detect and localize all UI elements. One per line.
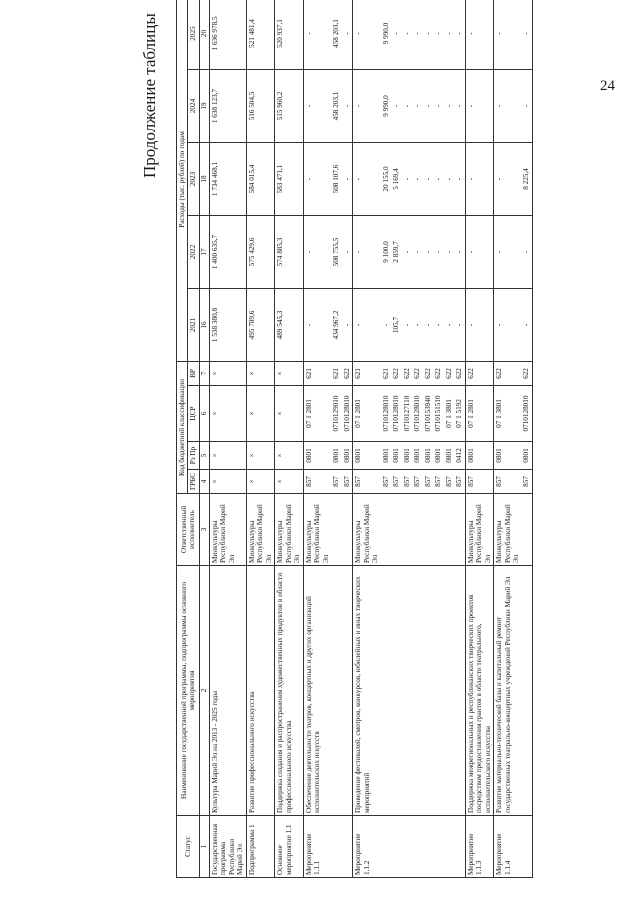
cell-responsible: [521, 494, 532, 566]
cell-rzpr: 0801: [331, 442, 341, 470]
cell-responsible: Минкультуры Республики Марий Эл: [494, 494, 522, 566]
table-row: [465, 0, 493, 878]
table-row: [454, 0, 465, 878]
cell-name: Поддержка межрегиональных и республиканских творческих проектов посредством предоставления грантов в области театрального, исполнительского искусства: [465, 566, 493, 816]
cell-2021: 1 538 380,8: [209, 289, 246, 362]
cell-2022: 575 429,6: [246, 216, 274, 289]
cell-csr: 0710153940: [423, 386, 433, 442]
cell-2021: -: [342, 289, 353, 362]
cell-2022: 9 100,0: [381, 216, 391, 289]
cell-2024: -: [391, 70, 401, 143]
cell-vr: 621: [353, 362, 381, 386]
cell-responsible: [412, 494, 422, 566]
cell-2025: -: [433, 0, 443, 70]
cell-name: [423, 566, 433, 816]
cell-2021: -: [521, 289, 532, 362]
cell-2023: 584 015,4: [246, 143, 274, 216]
cell-2024: -: [444, 70, 454, 143]
cell-2021: -: [353, 289, 381, 362]
cell-2023: -: [303, 143, 331, 216]
cell-status: [391, 816, 401, 878]
cell-2025: -: [402, 0, 412, 70]
cell-responsible: Минкультуры Республики Марий Эл: [246, 494, 274, 566]
cell-status: Мероприятие 1.1.3: [465, 816, 493, 878]
cell-2023: 1 734 468,1: [209, 143, 246, 216]
cell-name: Развитие материально-технической базы и капитальный ремонт государственных театрально-концертных учреждений Республики Марий Эл: [494, 566, 522, 816]
cell-rzpr: 0801: [433, 442, 443, 470]
cell-2022: 2 859,7: [391, 216, 401, 289]
cell-grbs: 857: [402, 470, 412, 494]
header-year: 2023: [188, 143, 199, 216]
cell-grbs: ×: [209, 470, 246, 494]
cell-responsible: [342, 494, 353, 566]
cell-2021: 495 789,6: [246, 289, 274, 362]
cell-csr: ×: [246, 386, 274, 442]
cell-rzpr: 0412: [454, 442, 465, 470]
cell-vr: 622: [433, 362, 443, 386]
cell-grbs: 857: [494, 470, 522, 494]
cell-status: Основное мероприятие 1.1: [275, 816, 303, 878]
cell-csr: 0710128010: [342, 386, 353, 442]
cell-2021: -: [423, 289, 433, 362]
cell-2022: -: [494, 216, 522, 289]
header-year: 2021: [188, 289, 199, 362]
cell-status: [331, 816, 341, 878]
cell-2021: -: [444, 289, 454, 362]
table-body: [209, 0, 532, 878]
cell-2022: -: [423, 216, 433, 289]
cell-vr: 622: [465, 362, 493, 386]
header-budget-code: Код бюджетной классификации: [177, 362, 188, 494]
cell-grbs: 857: [303, 470, 331, 494]
cell-status: Мероприятие 1.1.1: [303, 816, 331, 878]
cell-2022: -: [521, 216, 532, 289]
column-number: 17: [199, 216, 209, 289]
cell-2022: 574 885,3: [275, 216, 303, 289]
cell-status: Подпрограмма 1: [246, 816, 274, 878]
cell-csr: 0710128010: [412, 386, 422, 442]
column-number: 19: [199, 70, 209, 143]
cell-vr: 622: [494, 362, 522, 386]
cell-name: Поддержка создания и распространения художественных продуктов в области профессионального искусства: [275, 566, 303, 816]
cell-vr: ×: [246, 362, 274, 386]
column-number: 20: [199, 0, 209, 70]
cell-grbs: 857: [412, 470, 422, 494]
cell-2025: -: [454, 0, 465, 70]
cell-grbs: 857: [465, 470, 493, 494]
column-number: 1: [199, 816, 209, 878]
cell-rzpr: 0801: [353, 442, 381, 470]
column-number: 2: [199, 566, 209, 816]
continuation-title: Продолжение таблицы: [140, 13, 159, 178]
cell-2023: -: [465, 143, 493, 216]
cell-2022: -: [444, 216, 454, 289]
cell-status: [423, 816, 433, 878]
cell-csr: 07 1 2801: [353, 386, 381, 442]
cell-2021: 105,7: [391, 289, 401, 362]
cell-responsible: Минкультуры Республики Марий Эл: [275, 494, 303, 566]
column-number: 4: [199, 470, 209, 494]
cell-2025: -: [444, 0, 454, 70]
column-number: 16: [199, 289, 209, 362]
table-row: [391, 0, 401, 878]
column-number: 7: [199, 362, 209, 386]
column-number: 3: [199, 494, 209, 566]
cell-grbs: 857: [353, 470, 381, 494]
cell-grbs: 857: [423, 470, 433, 494]
cell-2024: 1 638 123,7: [209, 70, 246, 143]
cell-csr: ×: [275, 386, 303, 442]
cell-rzpr: 0801: [521, 442, 532, 470]
cell-2025: 458 203,1: [331, 0, 341, 70]
cell-rzpr: ×: [209, 442, 246, 470]
header-year: 2025: [188, 0, 199, 70]
cell-status: Государственная программа Республики Марий Эл: [209, 816, 246, 878]
cell-name: [454, 566, 465, 816]
cell-responsible: [444, 494, 454, 566]
cell-2024: -: [521, 70, 532, 143]
cell-status: Мероприятие 1.1.2: [353, 816, 381, 878]
cell-2025: -: [465, 0, 493, 70]
cell-responsible: [433, 494, 443, 566]
cell-vr: 622: [444, 362, 454, 386]
cell-vr: 622: [423, 362, 433, 386]
cell-2024: -: [353, 70, 381, 143]
cell-responsible: [402, 494, 412, 566]
cell-rzpr: 0801: [494, 442, 522, 470]
cell-2025: -: [303, 0, 331, 70]
cell-grbs: 857: [521, 470, 532, 494]
cell-2025: -: [353, 0, 381, 70]
cell-2022: -: [353, 216, 381, 289]
cell-grbs: 857: [331, 470, 341, 494]
cell-2022: -: [465, 216, 493, 289]
cell-2022: -: [402, 216, 412, 289]
table-row: [423, 0, 433, 878]
cell-2024: -: [412, 70, 422, 143]
cell-2021: -: [454, 289, 465, 362]
cell-2024: 516 504,5: [246, 70, 274, 143]
cell-status: [381, 816, 391, 878]
column-number: 5: [199, 442, 209, 470]
cell-grbs: 857: [433, 470, 443, 494]
cell-vr: ×: [275, 362, 303, 386]
cell-vr: ×: [209, 362, 246, 386]
cell-responsible: [391, 494, 401, 566]
cell-grbs: 857: [444, 470, 454, 494]
cell-rzpr: 0801: [444, 442, 454, 470]
cell-rzpr: 0801: [402, 442, 412, 470]
cell-name: Развитие профессионального искусства: [246, 566, 274, 816]
table-row: [342, 0, 353, 878]
table-row: [275, 0, 303, 878]
table-row: [521, 0, 532, 878]
cell-2023: 20 155,0: [381, 143, 391, 216]
cell-2021: -: [381, 289, 391, 362]
header-year: 2022: [188, 216, 199, 289]
cell-responsible: [423, 494, 433, 566]
cell-name: [391, 566, 401, 816]
header-csr: ЦСР: [188, 386, 199, 442]
cell-vr: 622: [412, 362, 422, 386]
cell-csr: ×: [209, 386, 246, 442]
header-expenses: Расходы (тыс. рублей) по годам: [177, 0, 188, 362]
column-number: 18: [199, 143, 209, 216]
cell-name: [444, 566, 454, 816]
cell-2022: 508 755,5: [331, 216, 341, 289]
cell-2024: -: [342, 70, 353, 143]
header-grbs: ГРБС: [188, 470, 199, 494]
cell-name: [342, 566, 353, 816]
cell-grbs: 857: [381, 470, 391, 494]
cell-status: [444, 816, 454, 878]
header-responsible: Ответственный исполнитель: [177, 494, 200, 566]
table-row: [444, 0, 454, 878]
cell-status: [342, 816, 353, 878]
cell-responsible: Минкультуры Республики Марий Эл: [303, 494, 331, 566]
cell-name: Обеспечение деятельности театров, концертных и других организаций исполнительских искусств: [303, 566, 331, 816]
cell-2023: -: [454, 143, 465, 216]
cell-rzpr: 0801: [342, 442, 353, 470]
table-row: [303, 0, 331, 878]
cell-2023: 583 471,1: [275, 143, 303, 216]
cell-2023: 508 107,6: [331, 143, 341, 216]
cell-vr: 621: [381, 362, 391, 386]
cell-2021: -: [303, 289, 331, 362]
cell-csr: 07 1 5192: [454, 386, 465, 442]
cell-2021: -: [412, 289, 422, 362]
cell-2021: -: [494, 289, 522, 362]
cell-responsible: [381, 494, 391, 566]
cell-name: Культура Марий Эл на 2013 - 2025 годы: [209, 566, 246, 816]
cell-vr: 621: [303, 362, 331, 386]
cell-2023: 5 169,4: [391, 143, 401, 216]
cell-csr: 07 1 3801: [444, 386, 454, 442]
cell-responsible: Минкультуры Республики Марий Эл: [209, 494, 246, 566]
cell-csr: 0710128010: [381, 386, 391, 442]
cell-2021: 489 545,3: [275, 289, 303, 362]
cell-responsible: Минкультуры Республики Марий Эл: [353, 494, 381, 566]
cell-2025: -: [391, 0, 401, 70]
cell-vr: 622: [391, 362, 401, 386]
cell-csr: 0710151510: [433, 386, 443, 442]
cell-grbs: 857: [454, 470, 465, 494]
cell-2024: -: [423, 70, 433, 143]
cell-status: Мероприятие 1.1.4: [494, 816, 522, 878]
cell-name: [433, 566, 443, 816]
budget-table: [176, 0, 533, 878]
cell-responsible: [331, 494, 341, 566]
cell-2021: -: [465, 289, 493, 362]
cell-2024: -: [402, 70, 412, 143]
cell-grbs: 857: [391, 470, 401, 494]
cell-2023: 8 225,4: [521, 143, 532, 216]
cell-2022: -: [303, 216, 331, 289]
cell-name: Проведение фестивалей, смотров, конкурсов, юбилейных и иных творческих мероприятий: [353, 566, 381, 816]
table-row: [246, 0, 274, 878]
cell-2023: -: [353, 143, 381, 216]
cell-2024: -: [303, 70, 331, 143]
cell-2024: -: [433, 70, 443, 143]
cell-2025: 520 937,1: [275, 0, 303, 70]
cell-rzpr: 0801: [412, 442, 422, 470]
cell-2024: 515 960,2: [275, 70, 303, 143]
cell-rzpr: 0801: [423, 442, 433, 470]
cell-status: [521, 816, 532, 878]
cell-2023: -: [433, 143, 443, 216]
table-row: [412, 0, 422, 878]
cell-2023: -: [402, 143, 412, 216]
cell-2022: 1 400 635,7: [209, 216, 246, 289]
cell-vr: 622: [402, 362, 412, 386]
cell-2022: -: [433, 216, 443, 289]
cell-rzpr: 0801: [391, 442, 401, 470]
cell-status: [454, 816, 465, 878]
cell-csr: 0710128010: [391, 386, 401, 442]
cell-2024: -: [454, 70, 465, 143]
cell-responsible: [454, 494, 465, 566]
cell-status: [402, 816, 412, 878]
cell-2025: -: [494, 0, 522, 70]
cell-status: [433, 816, 443, 878]
cell-csr: 07 1 2801: [465, 386, 493, 442]
cell-csr: 0710128010: [521, 386, 532, 442]
cell-2025: -: [412, 0, 422, 70]
cell-csr: 07 1 3801: [494, 386, 522, 442]
table-row: [353, 0, 381, 878]
cell-2021: -: [402, 289, 412, 362]
cell-2025: 9 990,0: [381, 0, 391, 70]
cell-status: [412, 816, 422, 878]
table-row: [331, 0, 341, 878]
cell-2022: -: [454, 216, 465, 289]
header-year: 2024: [188, 70, 199, 143]
cell-vr: 622: [454, 362, 465, 386]
rotated-table-sheet: [132, 0, 632, 878]
cell-2025: -: [423, 0, 433, 70]
cell-name: [381, 566, 391, 816]
cell-2024: -: [465, 70, 493, 143]
cell-2024: 9 990,0: [381, 70, 391, 143]
cell-2023: -: [342, 143, 353, 216]
cell-2025: 521 481,4: [246, 0, 274, 70]
cell-csr: 0710127110: [402, 386, 412, 442]
cell-2023: -: [444, 143, 454, 216]
cell-2025: -: [342, 0, 353, 70]
table-row: [433, 0, 443, 878]
cell-grbs: ×: [275, 470, 303, 494]
cell-grbs: ×: [246, 470, 274, 494]
cell-2023: -: [494, 143, 522, 216]
cell-rzpr: ×: [275, 442, 303, 470]
cell-csr: 0710129010: [331, 386, 341, 442]
cell-2023: -: [423, 143, 433, 216]
cell-2022: -: [412, 216, 422, 289]
cell-2025: -: [521, 0, 532, 70]
page-number: 24: [600, 78, 615, 94]
cell-rzpr: 0801: [465, 442, 493, 470]
table-row: [209, 0, 246, 878]
cell-rzpr: 0801: [303, 442, 331, 470]
cell-vr: 621: [331, 362, 341, 386]
cell-name: [331, 566, 341, 816]
cell-rzpr: 0801: [381, 442, 391, 470]
header-name: Наименование государственной программы, подпрограммы основного мероприятия: [177, 566, 200, 816]
header-rzpr: Рз Пр: [188, 442, 199, 470]
cell-2024: -: [494, 70, 522, 143]
table-row: [381, 0, 391, 878]
column-number: 6: [199, 386, 209, 442]
cell-name: [521, 566, 532, 816]
cell-name: [402, 566, 412, 816]
cell-2025: 1 636 978,5: [209, 0, 246, 70]
cell-name: [412, 566, 422, 816]
cell-2021: 434 967,2: [331, 289, 341, 362]
cell-csr: 07 1 2801: [303, 386, 331, 442]
cell-responsible: Минкультуры Республики Марий Эл: [465, 494, 493, 566]
cell-2022: -: [342, 216, 353, 289]
cell-vr: 622: [342, 362, 353, 386]
table-row: [494, 0, 522, 878]
cell-vr: 622: [521, 362, 532, 386]
cell-2023: -: [412, 143, 422, 216]
header-vr: ВР: [188, 362, 199, 386]
table-row: [402, 0, 412, 878]
cell-rzpr: ×: [246, 442, 274, 470]
cell-2021: -: [433, 289, 443, 362]
cell-2024: 458 203,1: [331, 70, 341, 143]
header-status: Статус: [177, 816, 200, 878]
cell-grbs: 857: [342, 470, 353, 494]
